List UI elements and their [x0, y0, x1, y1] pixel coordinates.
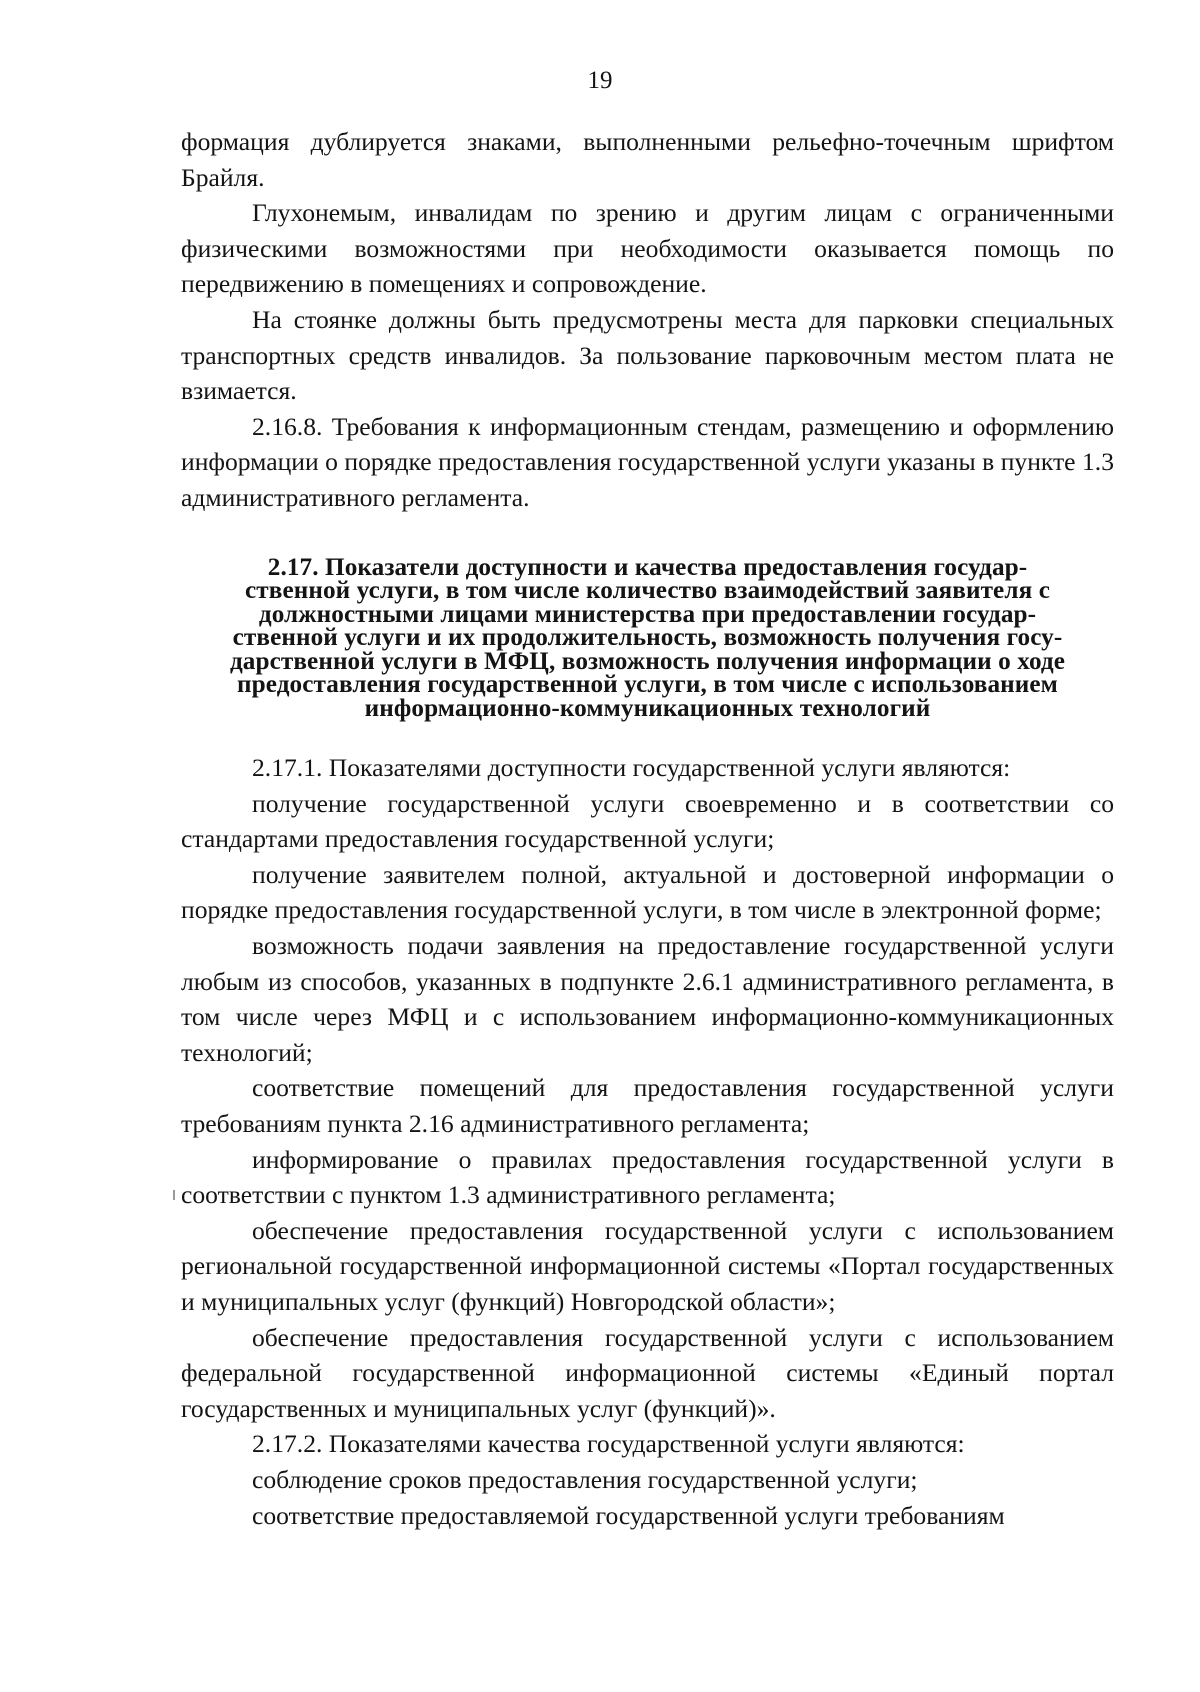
heading-line: ственной услуги, в том числе количество взаимодействий заявителя с [245, 577, 1050, 605]
heading-line: ственной услуги и их продолжительность, возможность получения госу- [232, 624, 1063, 652]
paragraph: информирование о правилах предоставления государственной услуги в соответствии с пунктом 1.3 административного регламента; [181, 1144, 1114, 1210]
paragraph: обеспечение предоставления государственной услуги с использованием региональной государственной информационной системы «Портал государственных и муниципальных услуг (функций) Новгородской области»; [181, 1215, 1114, 1316]
paragraph: На стоянке должны быть предусмотрены места для парковки специальных транспортных средств инвалидов. За пользование парковочным местом плата не взимается. [181, 304, 1114, 406]
page-number: 19 [587, 67, 613, 94]
paragraph: получение заявителем полной, актуальной и достоверной информации о порядке предоставления государственной услуги, в том числе в электронной форме; [181, 859, 1114, 925]
document-body [181, 124, 1114, 1533]
paragraphs-top [181, 124, 1114, 516]
heading-line: информационно-коммуникационных технологий [364, 694, 931, 722]
scan-artifact-mark [173, 1190, 175, 1200]
section-heading [181, 553, 1114, 722]
paragraph: обеспечение предоставления государственной услуги с использованием федеральной государственной информационной системы «Единый портал государственных и муниципальных услуг (функций)». [181, 1322, 1114, 1423]
heading-line: 2.17. Показатели доступности и качества предоставления государ- [267, 553, 1028, 581]
paragraphs-bottom [181, 750, 1114, 1533]
paragraph: 2.17.1. Показателями доступности государственной услуги являются: [252, 753, 1011, 783]
paragraph: Глухонемым, инвалидам по зрению и другим лицам с ограниченными физическими возможностями при необходимости оказывается помощь по передвижению в помещениях и сопровождение. [181, 198, 1114, 299]
paragraph: 2.17.2. Показателями качества государственной услуги являются: [252, 1429, 965, 1459]
paragraph: соответствие предоставляемой государственной услуги требованиям [252, 1500, 1005, 1530]
paragraph: 2.16.8. Требования к информационным стендам, размещению и оформлению информации о порядке предоставления государственной услуги указаны в пункте 1.3 административного регламента. [181, 411, 1114, 512]
paragraph: формация дублируется знаками, выполненными рельефно-точечным шрифтом Брайля. [181, 127, 1114, 192]
heading-line: должностными лицами министерства при предоставлении государ- [258, 600, 1037, 628]
heading-line: дарственной услуги в МФЦ, возможность получения информации о ходе [229, 647, 1066, 675]
paragraph: соблюдение сроков предоставления государственной услуги; [252, 1464, 918, 1494]
paragraph: соответствие помещений для предоставления государственной услуги требованиям пункта 2.16 административного регламента; [181, 1073, 1114, 1138]
paragraph: возможность подачи заявления на предоставление государственной услуги любым из способов, указанных в подпункте 2.6.1 административного регламента, в том числе через МФЦ и с использованием информационно-коммуникационных технологий; [181, 931, 1114, 1067]
paragraph: получение государственной услуги своевременно и в соответствии со стандартами предоставления государственной услуги; [181, 788, 1114, 854]
heading-line: предоставления государственной услуги, в том числе с использованием [237, 671, 1058, 699]
